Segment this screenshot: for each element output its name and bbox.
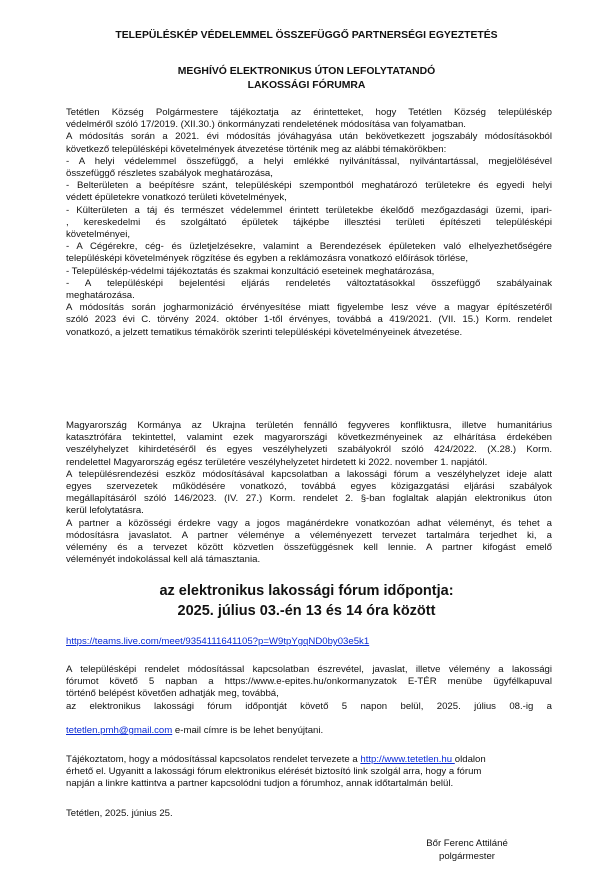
invitation-heading-line1: MEGHÍVÓ ELEKTRONIKUS ÚTON LEFOLYTATANDÓ <box>177 66 436 77</box>
website-intro-text: Tájékoztatom, hogy a módosítással kapcsolatos rendelet tervezete a <box>66 754 361 765</box>
para2-line: véleményét indokolással kell alá támasztania. <box>66 554 261 566</box>
para3-line: fórumot követő 5 napban a https://www.e-epites.hu/onkormanyzatok E-TÉR menübe ügyfélkapuval <box>66 676 552 688</box>
para1-line: védelméről szóló 17/2019. (XII.30.) önkormányzati rendeletének módosítása van folyamatban. <box>66 119 466 131</box>
para3-line: történő belépést követően adhatják meg, továbbá, <box>66 688 279 700</box>
para1-line: településképi követelmények rögzítése és egyben a reklámozásra vonatkozó előírások törlése, <box>66 253 469 265</box>
email-row <box>66 725 552 737</box>
place-date: Tetétlen, 2025. június 25. <box>66 808 173 819</box>
forum-date-heading: 2025. július 03.-én 13 és 14 óra között <box>177 603 436 619</box>
para1-line: meghatározása. <box>66 290 135 302</box>
website-line-2: érhető el. Ugyanitt a lakossági fórum elektronikus elérését biztosító link szolgál arra, hogy a fórum <box>66 766 482 778</box>
website-paragraph <box>66 754 552 791</box>
website-link[interactable]: http://www.tetetlen.hu <box>360 754 455 765</box>
para3-line: az elektronikus lakossági fórum időpontját követő 5 napon belül, 2025. július 08.-ig a <box>66 700 552 712</box>
para1-line: vonatkozó, a jelzett tematikus témakörök szerinti településképi követelményeinek átvezetése. <box>66 326 463 338</box>
para1-line: - Belterületen a beépítésre szánt, településképi szempontból meghatározó területekre és egyedi helyi <box>66 180 552 192</box>
signature-block <box>412 837 522 863</box>
para2-line: A partner a közösségi érdekre vagy a jogos magánérdekre vonatkozóan adhat véleményt, és tehet a <box>66 517 552 529</box>
comments-paragraph <box>66 664 552 713</box>
teams-meeting-link[interactable]: https://teams.live.com/meet/9354111641105?p=W9tpYgqND0by03e5k1 <box>66 636 370 647</box>
para2-line: egyes szervezetek működésére vonatkozó, továbbá egyes közigazgatási eljárási szabályok <box>66 481 552 493</box>
signatory-name: Bőr Ferenc Attiláné <box>426 838 508 849</box>
para2-line: rendelettel Magyarország egész területére veszélyhelyzetet hirdetett ki 2022. november 1. napjától. <box>66 456 488 468</box>
email-link[interactable]: tetetlen.pmh@gmail.com <box>66 725 173 736</box>
para1-line: - Településkép-védelmi tájékoztatás és szakmai konzultáció eseteinek meghatározása, <box>66 265 435 277</box>
email-row-text: e-mail címre is be lehet benyújtani. <box>172 725 324 736</box>
para2-line: kerül lefolytatásra. <box>66 505 144 517</box>
para1-line: Tetétlen Község Polgármestere tájékoztatja az érintetteket, hogy Tetétlen Község településkép <box>66 107 552 118</box>
para1-line: - Külterületen a táj és természet védelemmel érintett területekbe ékelődő mezőgazdasági üzemi, ipari- <box>66 204 552 216</box>
para2-line: Magyarország Kormánya az Ukrajna területén fennálló fegyveres konfliktusra, illetve humanitárius <box>66 420 552 431</box>
para1-line: A módosítás során jogharmonizáció érvényesítése miatt figyelembe lesz véve a magyar építészetéről <box>66 302 552 314</box>
invitation-heading-line2: LAKOSSÁGI FÓRUMRA <box>247 80 366 91</box>
para2-line: veszélyhelyzet kihirdetéséről és egyes veszélyhelyzeti szabályokról szóló 424/2022. (X.28.) Korm. <box>66 444 552 456</box>
para1-line: - A településképi bejelentési eljárás rendeletés változtatásokkal összefüggő szabályainak <box>66 277 552 289</box>
signatory-role: polgármester <box>439 851 495 862</box>
teams-link-row <box>66 636 552 648</box>
intro-paragraph <box>66 107 552 339</box>
para2-line: A településrendezési eszköz módosításával kapcsolatban a lakossági fórum a veszélyhelyzet ideje alatt <box>66 468 552 480</box>
para1-line: - A Cégérekre, cég- és üzletjelzésekre, valamint a Berendezések épületeken való elhelyezhetőségére <box>66 241 552 253</box>
website-line-3: napján a linkre kattintva a partner kapcsolódni tudjon a fórumhoz, annak időtartalmán belül. <box>66 778 454 790</box>
para1-line: követelményei, <box>66 229 130 241</box>
para2-line: katasztrófára tekintettel, valamint ezek magyarországi következményeinek az elhárítása érdekében <box>66 432 552 444</box>
para2-line: vélemény és a tervezet között közvetlen összefüggésnek kell lennie. A partner kifogást emelő <box>66 542 552 554</box>
para2-line: megállapításáról szóló 146/2023. (IV. 27.) Korm. rendelet 2. §-ban foglaltak alapján elektronikus úton <box>66 493 552 505</box>
para1-line: - A helyi védelemmel összefüggő, a helyi emlékké nyilvánítással, nyilvántartással, megjelölésével <box>66 155 552 167</box>
para2-line: módosításra javaslatot. A partner véleménye a véleményezett tervezet tartalmára terjedhet ki, a <box>66 529 552 541</box>
para1-line: , kereskedelmi és szolgáltató épületek tájképbe illesztési területi építészeti településképi <box>66 216 552 228</box>
forum-time-heading: az elektronikus lakossági fórum időpontja: <box>159 583 454 599</box>
document-title: TELEPÜLÉSKÉP VÉDELEMMEL ÖSSZEFÜGGŐ PARTNERSÉGI EGYEZTETÉS <box>115 30 498 41</box>
website-line-end: oldalon <box>454 754 486 765</box>
para1-line: összefüggő részletes szabályok meghatározása, <box>66 168 273 180</box>
para1-line: A módosítás során a 2021. évi módosítás jóváhagyása után bekövetkezett jogszabály módosításokból <box>66 131 552 143</box>
para1-line: védett épületekre vonatkozó területi követelmények, <box>66 192 287 204</box>
para3-line: A településképi rendelet módosítással kapcsolatban észrevétel, javaslat, illetve vélemény a lakossági <box>66 664 552 675</box>
para1-line: következő településképi követelmények átvezetése történik meg az alábbi témakörökben: <box>66 143 447 155</box>
para1-line: szóló 2023 évi C. törvény 2024. október 1-től érvényes, továbbá a 419/2021. (VII. 15.) Korm. rendelet <box>66 314 552 326</box>
legal-background-paragraph <box>66 420 552 566</box>
